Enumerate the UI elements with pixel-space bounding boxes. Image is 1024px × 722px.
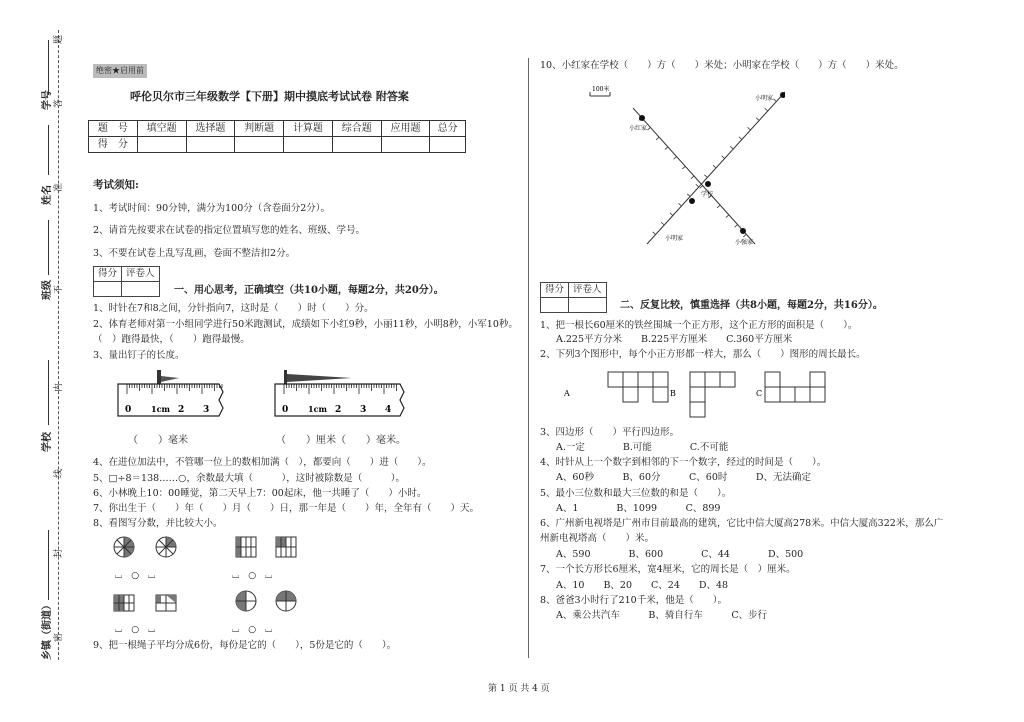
map-tick [730, 146, 733, 149]
svg-text:⌴ ○ ⌴: ⌴ ○ ⌴ [232, 571, 273, 581]
score-table [88, 120, 466, 153]
shape-label: C [756, 389, 763, 398]
grader-score-cell[interactable] [94, 282, 122, 297]
options: A、590 B、600 C、44 D、500 [556, 549, 804, 560]
margin-char: 准 [54, 182, 64, 192]
question: 10、小红家在学校（ ）方（ ）米处；小明家在学校（ ）方（ ）米处。 [540, 60, 904, 71]
map-tick [756, 118, 759, 121]
score-header: 填空题 [137, 121, 186, 137]
fraction-figures [110, 535, 310, 635]
svg-text:⌴ ○ ⌴: ⌴ ○ ⌴ [115, 625, 156, 635]
score-cell[interactable] [381, 137, 430, 153]
question: 1、时针在7和8之间，分针指向7，这时是（ ）时（ ）分。 [93, 303, 374, 314]
student-id-label: 学号 [42, 90, 53, 110]
grader-score-label: 得分 [94, 267, 122, 282]
margin-char: 答 [54, 98, 64, 108]
map-tick [773, 99, 776, 102]
question: 州新电视塔高（ ）米。 [540, 533, 655, 544]
score-row-label: 得 分 [89, 137, 138, 153]
map-tick [735, 225, 738, 228]
score-cell[interactable] [332, 137, 381, 153]
margin-char: 题 [54, 34, 64, 44]
ruler-label: 3 [203, 405, 210, 415]
notice-title: 考试须知: [93, 179, 139, 191]
score-header: 综合题 [332, 121, 381, 137]
score-header: 计算题 [284, 121, 333, 137]
grader-name-label: 评卷人 [569, 283, 607, 298]
question: 2、体育老师对第一小组同学进行50米跑测试，成绩如下小红9秒，小丽11秒，小明8秒，小军10秒。 [93, 319, 518, 330]
student-id-blank[interactable] [48, 40, 49, 95]
question: 3、四边形（ ）平行四边形。 [540, 427, 680, 438]
ruler-label: 1cm [308, 404, 327, 414]
map-tick [713, 165, 716, 168]
grader-score-cell[interactable] [541, 298, 569, 313]
map-tick [704, 175, 707, 178]
map-tick [665, 147, 668, 150]
map-tick [722, 156, 725, 159]
ruler-figure-1 [115, 366, 230, 422]
ruler-label: 2 [178, 405, 185, 415]
question: 5、最小三位数和最大三位数的和是（ ）。 [540, 488, 732, 499]
shape-c [765, 372, 825, 402]
map-tick [656, 137, 659, 140]
shape-label: A [564, 389, 570, 398]
options: A、1 B、1099 C、899 [556, 503, 721, 514]
options: A、60秒 B、60分 C、60时 D、无法确定 [556, 472, 811, 483]
svg-text:⌴ ○ ⌴: ⌴ ○ ⌴ [115, 571, 156, 581]
section1-title: 一、用心思考，正确填空（共10小题，每题2分，共20分）。 [174, 285, 444, 296]
shape-label: B [670, 389, 676, 398]
question: 5、□÷8＝138……○，余数最大填（ ），这时被除数是（ ）。 [93, 473, 405, 484]
map-label: 小强家 [735, 239, 754, 246]
nail-body [161, 376, 179, 382]
question: （ ）跑得最快，（ ）跑得最慢。 [93, 334, 250, 345]
margin-char: 线 [54, 468, 64, 478]
score-cell[interactable] [235, 137, 284, 153]
name-label: 姓名 [42, 185, 53, 205]
fraction-circle-3 [236, 591, 256, 611]
map-tick [691, 176, 694, 179]
grader-box [93, 266, 160, 297]
score-cell[interactable] [137, 137, 186, 153]
fraction-grid-2 [276, 537, 296, 557]
score-header: 应用题 [381, 121, 430, 137]
question: 2、下列3个图形中，每个小正方形都一样大，那么（ ）图形的周长最长。 [540, 349, 866, 360]
map-tick [743, 234, 746, 237]
township-label: 乡镇（街道） [42, 600, 53, 660]
section2-title: 二、反复比较，慎重选择（共8小题，每题2分，共16分）。 [620, 300, 883, 311]
question: 8、爸爸3小时行了210千米，他是（ ）。 [540, 595, 727, 606]
grader-box [540, 282, 607, 313]
grader-name-label: 评卷人 [122, 267, 160, 282]
question: 1、把一根长60厘米的铁丝围城一个正方形，这个正方形的面积是（ ）。 [540, 320, 858, 331]
score-cell[interactable] [186, 137, 235, 153]
options: A、10 B、20 C、24 D、48 [556, 580, 729, 591]
fraction-grid-1 [236, 537, 256, 557]
map-tick [682, 166, 685, 169]
map-tick [717, 205, 720, 208]
ruler-label: 3 [360, 405, 367, 415]
score-cell[interactable] [430, 137, 466, 153]
options: A.225平方分米 B.225平方厘米 C.360平方厘米 [556, 334, 793, 345]
shape-a [608, 372, 668, 402]
margin-char: 内 [54, 382, 64, 392]
fraction-grid-3 [114, 595, 134, 611]
map-figure [585, 82, 785, 250]
score-header: 选择题 [186, 121, 235, 137]
fraction-circle-4 [276, 591, 296, 611]
page-footer: 第 1 页 共 4 页 [488, 684, 550, 694]
fraction-grid-4 [156, 595, 176, 611]
map-tick [748, 127, 751, 130]
question: 8、看图写分数，并比较大小。 [93, 518, 223, 529]
question: 6、小林晚上10：00睡觉，第二天早上7：00起床，他一共睡了（ ）小时。 [93, 488, 427, 499]
ruler-label: 1cm [151, 404, 170, 414]
ruler-label: 0 [125, 405, 132, 415]
score-header: 判断题 [235, 121, 284, 137]
map-tick [679, 203, 682, 206]
question: 6、广州新电视塔是广州市目前最高的建筑，它比中信大厦高278米。中信大厦高322米，那么广 [540, 518, 944, 529]
margin-char: 不 [54, 284, 64, 294]
map-tick [765, 108, 768, 111]
options: A、乘公共汽车 B、骑自行车 C、步行 [556, 610, 768, 621]
map-label: 小红家 [629, 125, 648, 132]
class-label: 班级 [42, 280, 53, 300]
map-label: 学校 [701, 191, 714, 198]
score-cell[interactable] [284, 137, 333, 153]
question: 3、量出钉子的长度。 [93, 350, 185, 361]
notice-item: 3、不要在试卷上乱写乱画，卷面不整洁扣2分。 [93, 248, 296, 259]
map-tick [696, 184, 699, 187]
column-divider [528, 58, 529, 658]
margin-char: 封 [54, 548, 64, 558]
answer-blank-1: （ ）毫米 [128, 435, 188, 446]
confidential-stamp: 绝密★启用前 [93, 64, 147, 78]
name-blank[interactable] [48, 125, 49, 175]
fraction-circle-2 [156, 537, 176, 557]
map-label: 小明家 [665, 235, 684, 242]
grader-name-cell[interactable] [122, 282, 160, 297]
map-tick [661, 222, 664, 225]
map-label: 小明家 [755, 95, 774, 102]
school-label: 学校 [42, 432, 53, 452]
ruler-label: 0 [282, 405, 289, 415]
notice-item: 2、请首先按要求在试卷的指定位置填写您的姓名、班级、学号。 [93, 225, 366, 236]
options: A.一定 B.可能 C.不可能 [556, 442, 729, 453]
question: 7、一个长方形长6厘米，宽4厘米，它的周长是（ ）厘米。 [540, 564, 796, 575]
ruler-figure-2 [272, 366, 412, 422]
class-blank[interactable] [48, 220, 49, 275]
grader-score-label: 得分 [541, 283, 569, 298]
map-tick [653, 232, 656, 235]
score-header: 题 号 [89, 121, 138, 137]
map-tick [647, 127, 650, 130]
question: 4、在进位加法中，不管哪一位上的数相加满（ ），都要向（ ）进（ ）。 [93, 457, 432, 468]
map-tick [674, 157, 677, 160]
question: 9、把一根绳子平均分成6份，每份是它的（ ），5份是它的（ ）。 [93, 640, 397, 651]
nail-body [287, 374, 352, 382]
map-scale-bar [590, 85, 610, 96]
page-title: 呼伦贝尔市三年级数学【下册】期中摸底考试试卷 附答案 [130, 90, 409, 103]
notice-item: 1、考试时间：90分钟，满分为100分（含卷面分2分）。 [93, 203, 331, 214]
township-blank[interactable] [48, 530, 49, 600]
answer-blank-2: （ ）厘米（ ）毫米。 [276, 435, 406, 446]
ruler-label: 4 [385, 405, 392, 415]
shape-figures [560, 368, 830, 418]
binding-dashed-line [58, 30, 59, 660]
fraction-circle-1 [114, 537, 134, 557]
map-scale-label: 100米 [592, 86, 610, 93]
svg-text:⌴ ○ ⌴: ⌴ ○ ⌴ [232, 625, 273, 635]
map-tick [687, 194, 690, 197]
map-tick [726, 215, 729, 218]
map-tick [739, 137, 742, 140]
score-header: 总分 [430, 121, 466, 137]
question: 7、你出生于（ ）年（ ）月（ ）日，那一年是（ ）年，全年有（ ）天。 [93, 503, 480, 514]
shape-b [690, 372, 735, 417]
margin-char: 密 [54, 632, 64, 642]
question: 4、时针从上一个数字到相邻的下一个数字，经过的时间是（ ）。 [540, 457, 827, 468]
ruler-label: 2 [335, 405, 342, 415]
school-blank[interactable] [48, 360, 49, 425]
grader-name-cell[interactable] [569, 298, 607, 313]
map-tick [670, 213, 673, 216]
